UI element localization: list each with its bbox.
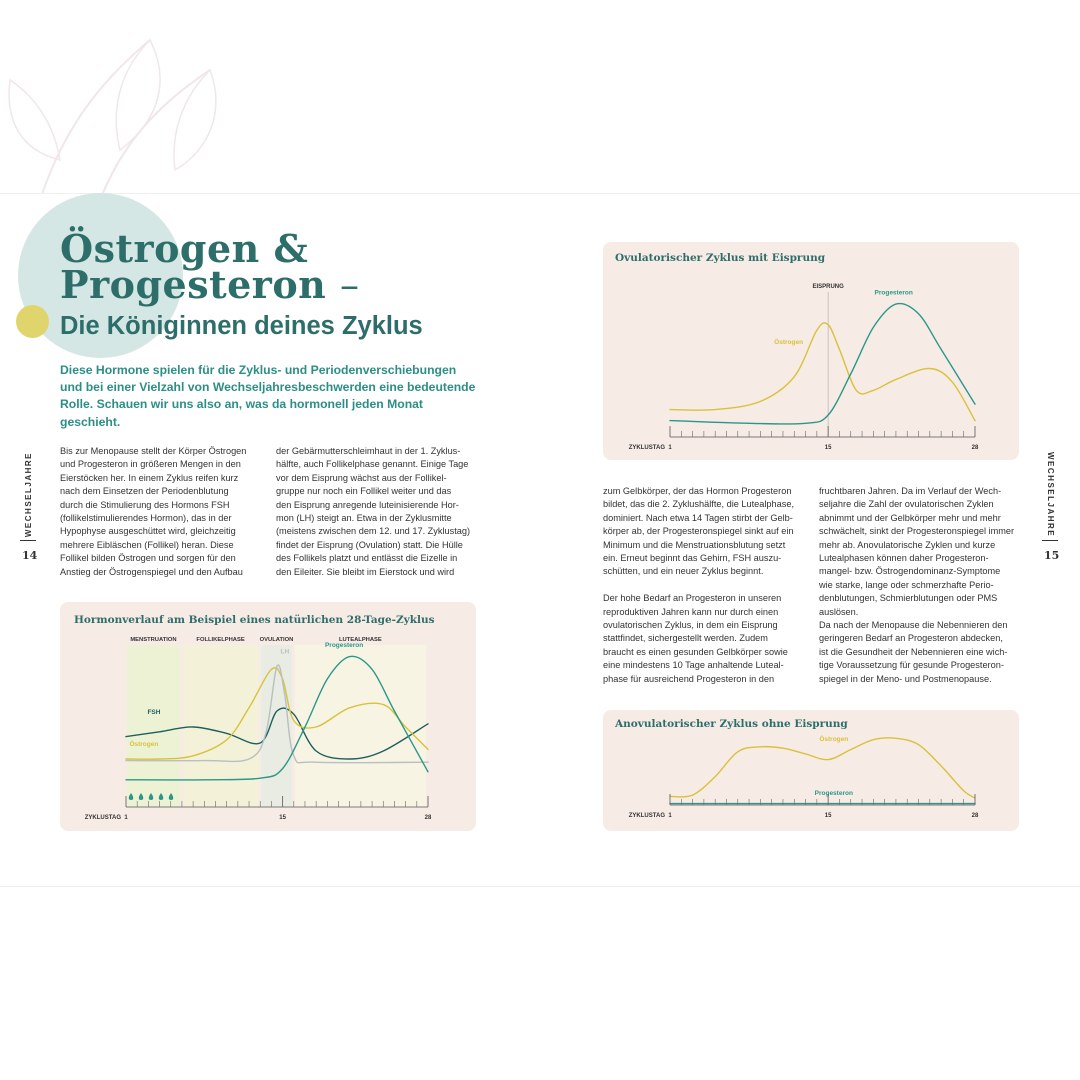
anovulatory-cycle-chart (603, 710, 1019, 831)
x-tick-label: 1 (668, 813, 672, 819)
page-subtitle: Die Königinnen deines Zyklus (60, 312, 423, 340)
x-axis-title: ZYKLUSTAG (628, 813, 665, 819)
x-tick-label: 15 (279, 815, 286, 821)
side-rule-left (20, 540, 36, 541)
ovulatory-cycle-plot (603, 242, 1019, 460)
hormone-cycle-chart (60, 602, 476, 831)
phase-label: MENSTRUATION (130, 637, 177, 643)
running-header-left: WECHSELJAHRE (24, 452, 33, 538)
phase-label: LUTEALPHASE (338, 637, 382, 643)
anovulatory-cycle-plot (603, 710, 1019, 831)
x-axis-title: ZYKLUSTAG (84, 815, 121, 821)
page-number-left: 14 (22, 549, 38, 562)
x-axis-title: ZYKLUSTAG (628, 445, 665, 451)
body-column-3: zum Gelbkörper, der das Hormon Progesteron bildet, das die 2. Zyklushälfte, die Lutealphase, dominiert. Nach etwa 14 Tagen stirbt der Gelb- körper ab, der Progesteronspiegel sinkt auf ein Minimum und die Menstruationsblutung setzt ein. Erneut beginnt das Gehirn, FSH auszu- schütten, und ein neuer Zyklus beginnt. Der hohe Bedarf an Progesteron in unseren reproduktiven Jahren kann nur durch einen ovulatorischen Zyklus, in dem ein Eisprung stattfindet, sichergestellt werden. Zudem braucht es einen gesunden Gelbkörper sowie eine mindestens 10 Tage anhaltende Luteal- phase für ausreichend Progesteron in den (603, 486, 795, 684)
x-tick-label: 1 (124, 815, 128, 821)
title-line-2: Progesteron (60, 262, 327, 307)
x-tick-label: 1 (668, 445, 672, 451)
body-column-2: der Gebärmutterschleimhaut in der 1. Zyklus- hälfte, auch Follikelphase genannt. Einige Tage vor dem Eisprung wächst aus der Follikel- gruppe nur noch ein Follikel weiter und das den Eisprung anregende luteinisierende Hor- mon (LH) steigt an. Etwa in der Zyklusmitte (meistens zwischen dem 12. und 17. Zyklustag) findet der Eisprung (Ovulation) statt. Die Hülle des Follikels platzt und entlässt die Eizelle in den Eileiter. Sie bleibt im Eierstock und wird (276, 446, 471, 577)
x-tick-label: 28 (971, 813, 979, 819)
series-label: LH (280, 648, 290, 656)
series-label: Progesteron (814, 790, 853, 798)
body-column-4: fruchtbaren Jahren. Da im Verlauf der Wech- seljahre die Zahl der ovulatorischen Zyklen abnimmt und der Gelbkörper mehr und mehr schwächelt, sinkt der Progesteronspiegel immer mehr ab. Anovulatorische Zyklen und kurze Lutealphasen können daher Progesteron- mangel- bzw. Östrogendominanz-Symptome wie starke, lange oder schmerzhafte Perio- denblutungen, Schmierblutungen oder PMS auslösen. Da nach der Menopause die Nebennieren den geringeren Bedarf an Progesteron abdecken, ist die Gesundheit der Nebennieren eine wich- tige Voraussetzung für gesunde Progesteron- spiegel in der Meno- und Postmenopause. (819, 486, 1015, 684)
series-label: Östrogen (774, 338, 804, 346)
phase-band (127, 645, 180, 807)
chart-title: Ovulatorischer Zyklus mit Eisprung (615, 252, 826, 264)
chart-title: Hormonverlauf am Beispiel eines natürlichen 28-Tage-Zyklus (74, 614, 435, 626)
title-dash: – (340, 263, 360, 307)
phase-label: FOLLIKELPHASE (196, 637, 245, 643)
page-title (60, 226, 360, 307)
series-line (670, 303, 975, 424)
x-tick-label: 15 (824, 445, 832, 451)
side-rule-right (1042, 540, 1058, 541)
series-line (670, 738, 975, 798)
running-header-right: WECHSELJAHRE (1046, 452, 1055, 538)
series-label: Progesteron (324, 642, 364, 649)
series-label: Progesteron (874, 289, 913, 297)
x-tick-label: 15 (824, 813, 832, 819)
phase-label: OVULATION (259, 637, 294, 643)
leaf-decoration-icon (0, 0, 230, 200)
ovulation-marker-label: EISPRUNG (812, 284, 844, 290)
x-tick-label: 28 (424, 815, 432, 821)
body-column-1: Bis zur Menopause stellt der Körper Östrogen und Progesteron in größeren Mengen in den Eierstöcken her. In einem Zyklus reifen kurz nach dem Einsetzen der Periodenblutung durch die Stimulierung des Hormons FSH (follikelstimulierendes Hormon), das in der Hypophyse ausgeschüttet wird, gleichzeitig mehrere Eibläschen (Follikel) heran. Diese Follikel bilden Östrogen und sorgen für den Anstieg der Östrogenspiegel und den Aufbau (60, 446, 247, 577)
title-line-1: Östrogen & (60, 226, 309, 271)
yellow-dot-decoration (16, 305, 49, 338)
ovulatory-cycle-chart (603, 242, 1019, 460)
series-label: Östrogen (819, 736, 849, 744)
series-label: Östrogen (129, 741, 159, 749)
x-tick-label: 28 (971, 445, 979, 451)
chart-title: Anovulatorischer Zyklus ohne Eisprung (615, 718, 848, 730)
hormone-cycle-plot (60, 602, 476, 831)
phase-band (183, 645, 258, 807)
phase-band (295, 645, 426, 807)
series-line (670, 323, 975, 421)
series-label: FSH (147, 709, 161, 717)
lead-paragraph: Diese Hormone spielen für die Zyklus- und Periodenverschiebungen und bei einer Vielzahl von Wechseljahresbeschwerden eine bedeutende Rolle. Schauen wir uns also an, was da hormonell jeden Monat geschieht. (60, 363, 476, 429)
page-number-right: 15 (1044, 549, 1060, 562)
